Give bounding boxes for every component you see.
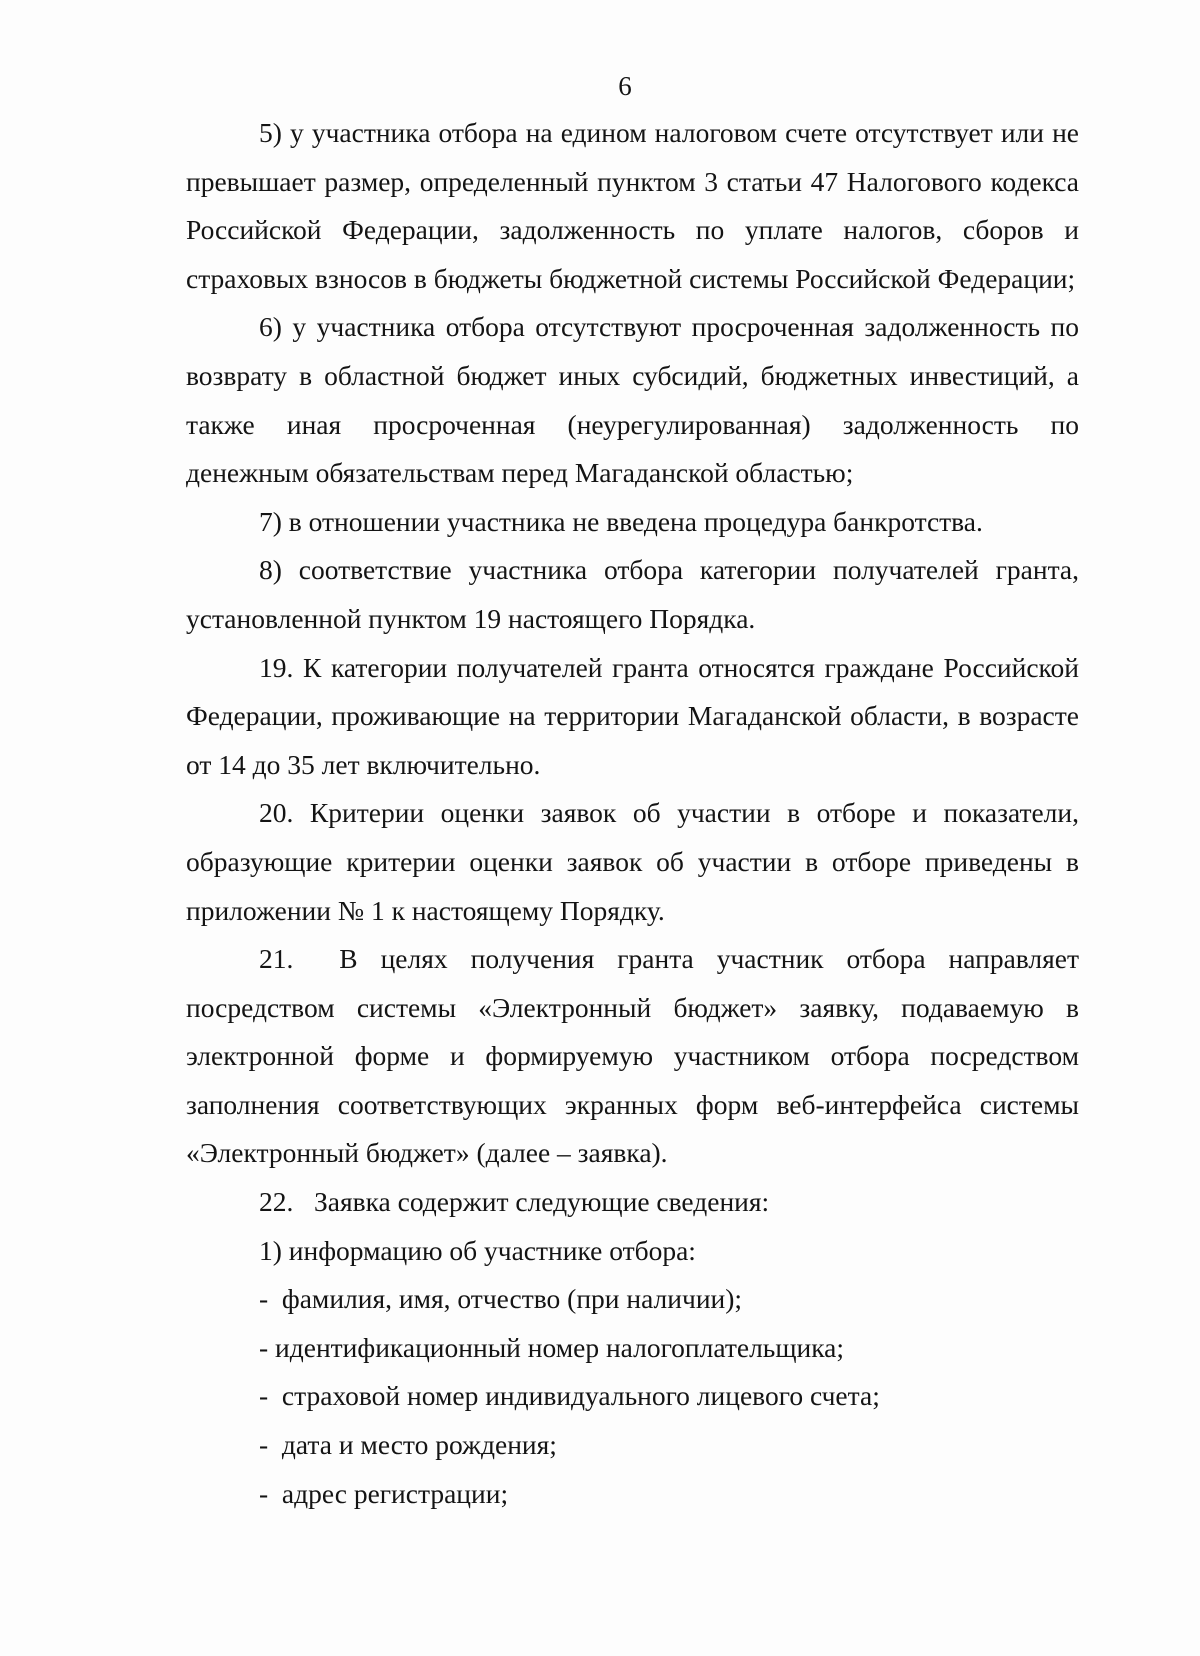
paragraph-item-8: 8) соответствие участника отбора категории получателей гранта, установленной пунктом 19 настоящего Порядка. — [186, 554, 1079, 634]
paragraph-item-5: 5) у участника отбора на едином налоговом счете отсутствует или не превышает размер, определенный пунктом 3 статьи 47 Налогового кодекса Российской Федерации, задолженность по уплате налогов, сборов и страховых взносов в бюджеты бюджетной системы Российской Федерации; — [186, 117, 1079, 294]
clause-22-heading: 22. Заявка содержит следующие сведения: — [259, 1186, 770, 1218]
document-body — [186, 109, 1086, 1518]
list-item: - адрес регистрации; — [259, 1477, 509, 1509]
page-number: 6 — [618, 71, 632, 101]
list-item: 1) информацию об участнике отбора: — [259, 1234, 696, 1266]
paragraph-clause-20: 20. Критерии оценки заявок об участии в отборе и показатели, образующие критерии оценки заявок об участии в отборе приведены в приложении № 1 к настоящему Порядку. — [186, 797, 1079, 926]
list-item: - дата и место рождения; — [259, 1429, 557, 1461]
list-item: - фамилия, имя, отчество (при наличии); — [259, 1283, 743, 1315]
paragraph-item-7: 7) в отношении участника не введена процедура банкротства. — [259, 505, 983, 537]
list-item: - идентификационный номер налогоплательщика; — [259, 1331, 845, 1363]
list-item: - страховой номер индивидуального лицевого счета; — [259, 1380, 880, 1412]
paragraph-clause-19: 19. К категории получателей гранта относятся граждане Российской Федерации, проживающие на территории Магаданской области, в возрасте от 14 до 35 лет включительно. — [186, 651, 1079, 780]
paragraph-item-6: 6) у участника отбора отсутствуют просроченная задолженность по возврату в областной бюджет иных субсидий, бюджетных инвестиций, а также иная просроченная (неурегулированная) задолженность по денежным обязательствам перед Магаданской областью; — [186, 311, 1079, 489]
paragraph-clause-21: 21. В целях получения гранта участник отбора направляет посредством системы «Электронный бюджет» заявку, подаваемую в электронной форме и формируемую участником отбора посредством заполнения соответствующих экранных форм веб-интерфейса системы «Электронный бюджет» (далее – заявка). — [186, 943, 1086, 1169]
